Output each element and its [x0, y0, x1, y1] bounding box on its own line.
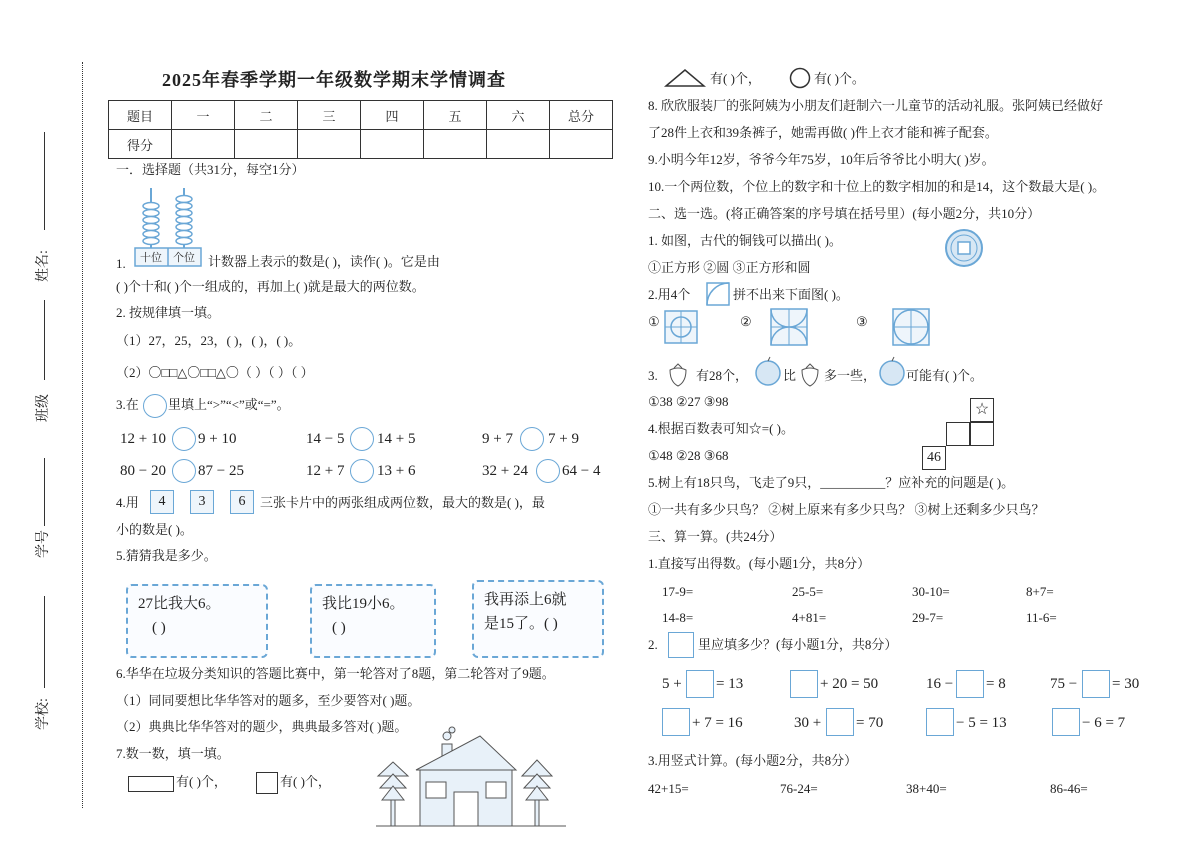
score-table — [108, 100, 613, 159]
s3-start: 3. — [648, 368, 658, 383]
q2-part-2: （2）〇□□△〇□□△〇（ ）（ ）（ ） — [116, 365, 314, 380]
q3-heading-end: 里填上“>”“<”或“=”。 — [168, 397, 290, 412]
fill-expr-right: = 70 — [856, 715, 884, 731]
q3-expr: 80 − 20 — [120, 463, 166, 479]
answer-box-icon — [668, 632, 694, 658]
q3-expr: 12 + 7 — [306, 463, 345, 479]
calc-item: 17-9= — [662, 584, 694, 599]
side-class-label: 班级 — [36, 394, 51, 422]
score-cell[interactable] — [550, 130, 613, 159]
q3-expr: 9 + 7 — [482, 431, 513, 447]
side-number-label: 学号 — [36, 530, 51, 558]
calc-item: 29-7= — [912, 610, 944, 625]
s2-start: 2.用4个 — [648, 287, 691, 302]
guess-card-line: 我比19小6。 — [322, 596, 405, 612]
s3-have: 有28个， — [696, 368, 749, 383]
q3-heading-start: 3.在 — [116, 397, 139, 412]
c1-heading: 1.直接写出得数。(每小题1分，共8分） — [648, 556, 871, 571]
side-class-line[interactable] — [44, 300, 45, 380]
q3-expr: 14 − 5 — [306, 431, 345, 447]
q6-part-1: （1）同同要想比华华答对的题多，至少要答对( )题。 — [116, 693, 421, 708]
s2-option-3: ③ — [856, 314, 868, 329]
score-cell[interactable] — [298, 130, 361, 159]
guess-card-line: 27比我大6。 — [138, 596, 221, 612]
fill-expr-right: − 6 = 7 — [1082, 715, 1126, 731]
score-header-cell: 一 — [172, 101, 235, 130]
s2-option-2: ② — [740, 314, 752, 329]
s1-question: 1. 如图，古代的铜钱可以描出( )。 — [648, 233, 842, 248]
s3-than: 比 — [783, 368, 797, 383]
q4-line-2: 小的数是( )。 — [116, 522, 193, 537]
fill-expr-right: = 13 — [716, 676, 744, 692]
fill-expr-left: 30 + — [794, 715, 822, 731]
quarter-circle-tile-icon — [706, 282, 730, 306]
number-card: 6 — [230, 490, 254, 514]
q4-line-1: 三张卡片中的两张组成两位数，最大的数是( )，最 — [260, 495, 545, 510]
circle-icon — [789, 67, 811, 89]
fill-expr-right: + 20 = 50 — [820, 676, 879, 692]
abacus-tens-label: 十位 — [140, 252, 162, 264]
score-cell[interactable] — [487, 130, 550, 159]
side-school-label: 学校: — [36, 698, 51, 730]
q8-line-2: 了28件上衣和39条裤子，她需再做( )件上衣才能和裤子配套。 — [648, 125, 998, 140]
vertical-calc-item: 76-24= — [780, 781, 818, 796]
q6-part-2: （2）典典比华华答对的题少，典典最多答对( )题。 — [116, 719, 408, 734]
fill-expr-left: 5 + — [662, 676, 682, 692]
strawberry-icon — [666, 362, 690, 388]
fill-answer-box[interactable] — [790, 670, 818, 698]
compare-circle-icon — [143, 394, 167, 418]
number-card: 3 — [190, 490, 214, 514]
score-header-cell: 题目 — [109, 101, 172, 130]
s5-question: 5.树上有18只鸟，飞走了9只，__________？应补充的问题是( )。 — [648, 475, 1015, 490]
q3-answer-circle[interactable] — [172, 459, 196, 483]
q2-part-1: （1）27，25，23，( )，( )，( )。 — [116, 333, 302, 348]
option-1-figure — [664, 310, 698, 344]
q2-heading: 2. 按规律填一填。 — [116, 305, 221, 320]
s5-options: ①一共有多少只鸟？ ②树上原来有多少只鸟？ ③树上还剩多少只鸟？ — [648, 502, 1045, 517]
guess-card-line: 我再添上6就 — [484, 592, 567, 608]
calc-item: 25-5= — [792, 584, 824, 599]
q1-line-2: ( )个十和( )个一组成的，再加上( )就是最大的两位数。 — [116, 279, 425, 294]
q3-expr: 13 + 6 — [377, 463, 416, 479]
q3-answer-circle[interactable] — [536, 459, 560, 483]
side-number-line[interactable] — [44, 458, 45, 526]
fill-answer-box[interactable] — [662, 708, 690, 736]
calc-item: 8+7= — [1026, 584, 1054, 599]
fill-expr-left: 75 − — [1050, 676, 1078, 692]
guess-card-line: 是15了。( ) — [484, 616, 558, 632]
fill-expr-right: = 30 — [1112, 676, 1140, 692]
vertical-calc-item: 42+15= — [648, 781, 689, 796]
strawberry-icon — [798, 362, 822, 388]
square-icon — [256, 772, 278, 794]
q3-expr: 87 − 25 — [198, 463, 244, 479]
fill-expr-right: − 5 = 13 — [956, 715, 1007, 731]
q7-rect-count: 有( )个， — [176, 774, 227, 789]
hundred-chart-46-cell: 46 — [922, 446, 946, 470]
apple-icon — [754, 356, 782, 386]
guess-card-2 — [310, 584, 436, 658]
q7-square-count: 有( )个， — [280, 774, 331, 789]
vertical-calc-item: 86-46= — [1050, 781, 1088, 796]
s3-options: ①38 ②27 ③98 — [648, 394, 729, 409]
q8-line-1: 8. 欣欣服装厂的张阿姨为小朋友们赶制六一儿童节的活动礼服。张阿姨已经做好 — [648, 98, 1104, 113]
q3-expr: 9 + 10 — [198, 431, 237, 447]
s2-end: 拼不出来下面图( )。 — [733, 287, 849, 302]
s3-more: 多一些， — [824, 368, 877, 383]
q6-heading: 6.华华在垃圾分类知识的答题比赛中，第一轮答对了8题，第二轮答对了9题。 — [116, 666, 555, 681]
q5-heading: 5.猜猜我是多少。 — [116, 548, 217, 563]
c2-heading: 里应填多少？(每小题1分，共8分） — [698, 637, 898, 652]
side-name-line[interactable] — [44, 132, 45, 230]
q3-answer-circle[interactable] — [172, 427, 196, 451]
fill-expr-right: = 8 — [986, 676, 1006, 692]
fill-expr-right: + 7 = 16 — [692, 715, 743, 731]
section-2-heading: 二、选一选。(将正确答案的序号填在括号里）(每小题2分，共10分） — [648, 206, 1041, 221]
calc-item: 30-10= — [912, 584, 950, 599]
triangle-icon — [664, 68, 706, 88]
score-header-cell: 五 — [424, 101, 487, 130]
side-name-label: 姓名: — [36, 250, 51, 282]
s4-options: ①48 ②28 ③68 — [648, 448, 729, 463]
rectangle-icon — [128, 776, 174, 792]
section-3-heading: 三、算一算。(共24分） — [648, 529, 783, 544]
number-card: 4 — [150, 490, 174, 514]
calc-item: 4+81= — [792, 610, 827, 625]
q3-expr: 7 + 9 — [548, 431, 579, 447]
score-header-cell: 二 — [235, 101, 298, 130]
q3-answer-circle[interactable] — [520, 427, 544, 451]
q7-triangle-count: 有( )个， — [710, 71, 761, 86]
q1-line-1: 计数器上表示的数是( )，读作( )。它是由 — [208, 254, 440, 269]
guess-card-line: ( ) — [332, 620, 346, 636]
fill-answer-box[interactable] — [1082, 670, 1110, 698]
page-title: 2025年春季学期一年级数学期末学情调查 — [162, 70, 506, 90]
abacus-ones-label: 个位 — [173, 252, 195, 264]
q7-circle-count: 有( )个。 — [814, 71, 865, 86]
q1-number: 1. — [116, 256, 126, 271]
vertical-calc-item: 38+40= — [906, 781, 947, 796]
q3-answer-circle[interactable] — [350, 427, 374, 451]
score-cell[interactable] — [361, 130, 424, 159]
fill-expr-left: 16 − — [926, 676, 954, 692]
calc-item: 14-8= — [662, 610, 694, 625]
fill-answer-box[interactable] — [1052, 708, 1080, 736]
score-header-cell: 六 — [487, 101, 550, 130]
q3-expr: 14 + 5 — [377, 431, 416, 447]
option-3-figure — [892, 308, 930, 346]
guess-card-3 — [472, 580, 604, 658]
q3-expr: 12 + 10 — [120, 431, 166, 447]
q7-heading: 7.数一数，填一填。 — [116, 746, 230, 761]
q10: 10.一个两位数，个位上的数字和十位上的数字相加的和是14，这个数最大是( )。 — [648, 179, 1106, 194]
score-header-cell: 三 — [298, 101, 361, 130]
q3-expr: 32 + 24 — [482, 463, 528, 479]
hundred-chart-cell — [946, 422, 970, 446]
hundred-chart-cell — [970, 422, 994, 446]
s2-option-1: ① — [648, 314, 660, 329]
calc-item: 11-6= — [1026, 610, 1057, 625]
fill-answer-box[interactable] — [926, 708, 954, 736]
q3-answer-circle[interactable] — [350, 459, 374, 483]
s4-question: 4.根据百数表可知☆=( )。 — [648, 421, 794, 436]
hundred-chart-star-cell: ☆ — [970, 398, 994, 422]
q9: 9.小明今年12岁，爷爷今年75岁，10年后爷爷比小明大( )岁。 — [648, 152, 995, 167]
fill-answer-box[interactable] — [956, 670, 984, 698]
score-header-cell: 总分 — [550, 101, 613, 130]
score-cell[interactable] — [172, 130, 235, 159]
section-1-heading: 一．选择题（共31分，每空1分） — [116, 162, 305, 177]
q3-expr: 64 − 4 — [562, 463, 601, 479]
abacus-image — [134, 188, 202, 268]
score-cell[interactable] — [235, 130, 298, 159]
q4-start: 4.用 — [116, 495, 139, 510]
c2-start: 2. — [648, 637, 658, 652]
guess-card-line: ( ) — [152, 620, 166, 636]
option-2-figure — [770, 308, 808, 346]
score-cell[interactable] — [424, 130, 487, 159]
guess-card-1 — [126, 584, 268, 658]
score-header-cell: 四 — [361, 101, 424, 130]
c3-heading: 3.用竖式计算。(每小题2分，共8分） — [648, 753, 858, 768]
coin-icon — [944, 228, 984, 268]
binding-line — [82, 62, 83, 808]
score-row-label: 得分 — [109, 130, 172, 159]
side-school-line[interactable] — [44, 596, 45, 688]
s3-end: 可能有( )个。 — [906, 368, 983, 383]
s1-options: ①正方形 ②圆 ③正方形和圆 — [648, 260, 811, 275]
fill-answer-box[interactable] — [826, 708, 854, 736]
house-illustration — [376, 726, 566, 830]
fill-answer-box[interactable] — [686, 670, 714, 698]
apple-icon — [878, 356, 906, 386]
